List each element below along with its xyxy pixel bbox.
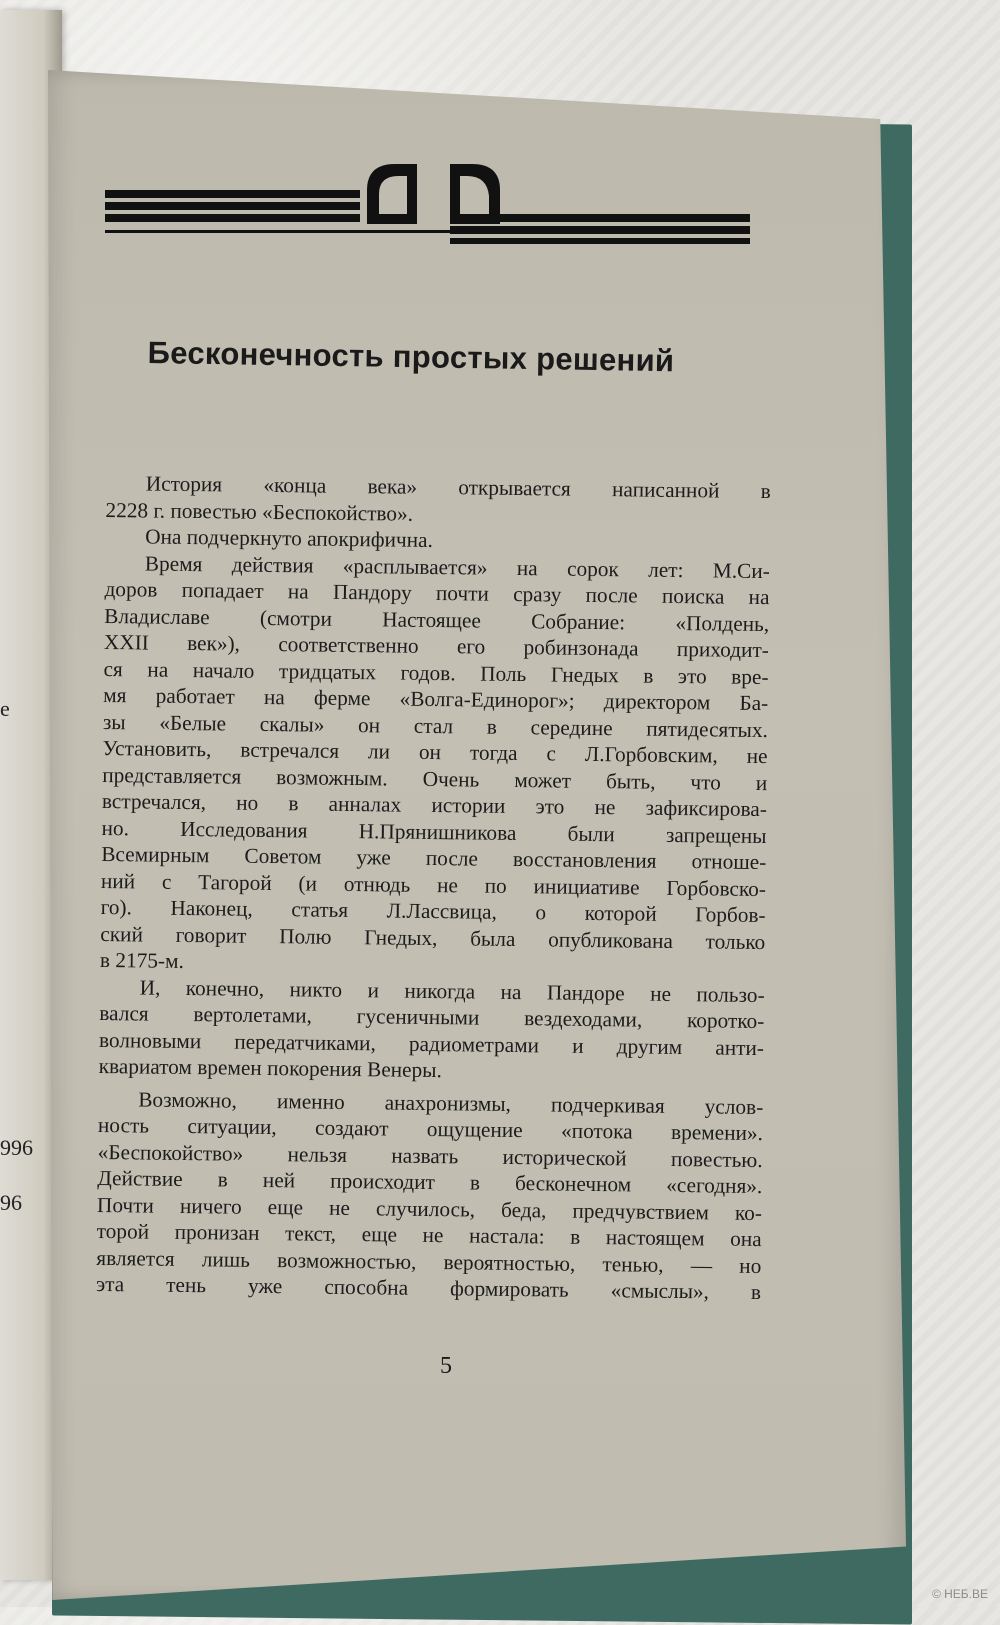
watermark: © НЕБ.ВЕ <box>931 1587 988 1601</box>
left-fragment-1: е <box>0 696 10 721</box>
text-line: зы «Белые скалы» он стал в середине пятидесятых. <box>102 709 769 742</box>
chapter-ornament <box>105 160 755 260</box>
text-line: ность ситуации, создают ощущение «потока времени». <box>97 1112 764 1146</box>
left-fragment-3: 96 <box>0 1190 22 1215</box>
text-line: И, конечно, никто и никогда на Пандоре не пользо- <box>139 974 765 1007</box>
ornament-stripe-left-1 <box>105 190 360 198</box>
ornament-stripe-left-2 <box>105 202 360 210</box>
text-line: Всемирным Советом уже после восстановления отноше- <box>101 841 767 875</box>
text-line: торой пронизан текст, еще не настала: в настоящем она <box>96 1218 762 1252</box>
left-fragment-2: 996 <box>0 1135 33 1160</box>
text-line: мя работает на ферме «Волга-Единорог»; директором Ба- <box>103 682 769 716</box>
text-line: XXII век»), соответственно его робинзонада приходит- <box>103 629 769 663</box>
text-line: Время действия «расплывается» на сорок лет: М.Си- <box>144 550 770 583</box>
text-line: Установить, встречался ли он тогда с Л.Горбовским, не <box>102 735 768 769</box>
ornament-stripe-right-1 <box>450 214 750 222</box>
text-line: Она подчеркнуто апокрифична. <box>145 524 434 552</box>
text-line: но. Исследования Н.Прянишникова были запрещены <box>101 815 767 848</box>
page-number: 5 <box>440 1353 452 1379</box>
text-line: Почти ничего еще не случилось, беда, предчувствием ко- <box>96 1192 763 1225</box>
text-line: доров попадает на Пандору почти сразу после поиска на <box>104 576 770 610</box>
text-line: Владиславе (смотри Настоящее Собрание: «Полдень, <box>104 603 770 636</box>
text-line: волновыми передатчиками, радиометрами и другим анти- <box>98 1027 765 1060</box>
text-line: эта тень уже способна формировать «смыслы», в <box>95 1271 762 1305</box>
text-line: ний с Тагорой (и отнюдь не по инициативе Горбовско- <box>100 868 767 901</box>
text-line: Действие в ней происходит в бесконечном «сегодня». <box>97 1165 763 1199</box>
text-line: Возможно, именно анахронизмы, подчеркивая услов- <box>138 1086 764 1119</box>
chapter-title: Бесконечность простых решений <box>147 335 675 379</box>
text-line: представляется возможным. Очень может быть, что и <box>102 762 768 795</box>
body-text <box>96 470 771 1306</box>
ornament-stripe-left-3 <box>105 214 360 222</box>
text-line: го). Наконец, статья Л.Лассвица, о которой Горбов- <box>100 894 766 928</box>
text-line: «Беспокойство» нельзя назвать исторической повестью. <box>97 1139 763 1172</box>
text-line: квариатом времен покорения Венеры. <box>98 1053 443 1083</box>
ornament-stripe-right-3 <box>450 238 750 244</box>
text-line: в 2175-м. <box>99 947 185 973</box>
text-line: История «конца века» открывается написанной в <box>145 471 771 504</box>
ornament-bottom-rule <box>105 230 750 233</box>
text-line: является лишь возможностью, вероятностью, тенью, — но <box>96 1245 762 1278</box>
text-line: 2228 г. повестью «Беспокойство». <box>105 497 414 526</box>
text-line: ся на начало тридцатых годов. Поль Гнедых в это вре- <box>103 656 769 689</box>
text-line: встречался, но в анналах истории это не зафиксирова- <box>101 788 768 822</box>
text-line: вался вертолетами, гусеничными вездеходами, коротко- <box>99 1000 765 1034</box>
text-line: ский говорит Полю Гнедых, была опубликована только <box>100 921 766 954</box>
